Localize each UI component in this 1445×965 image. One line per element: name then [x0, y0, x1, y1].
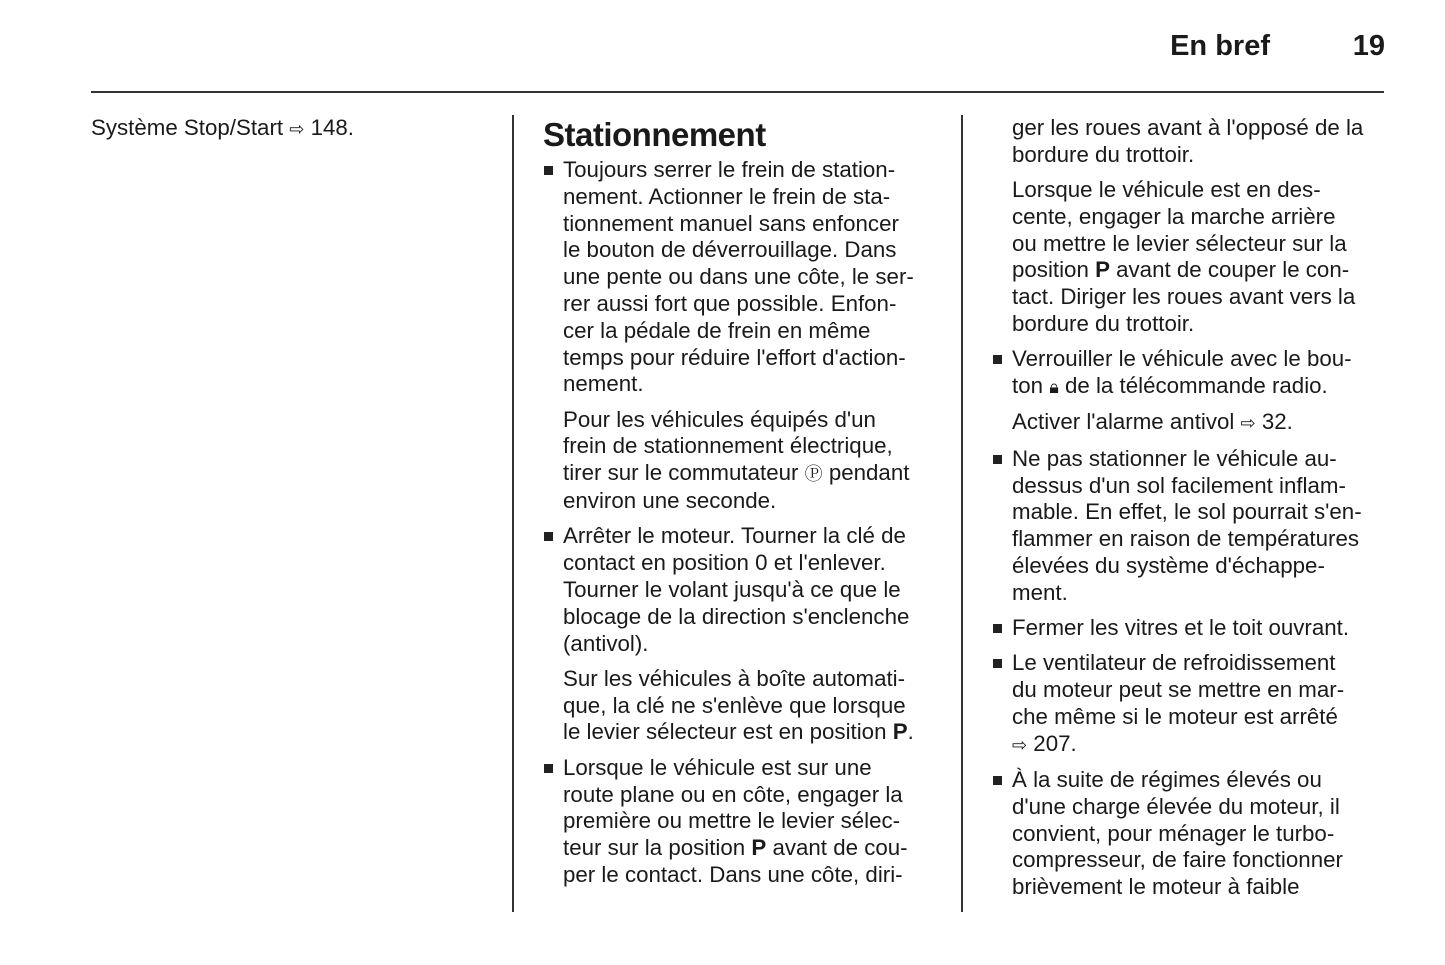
bullet-item: [992, 650, 1392, 758]
text: che même si le moteur est arrêté: [1012, 703, 1338, 729]
text-line: [1012, 204, 1392, 231]
text: environ une seconde.: [563, 488, 777, 514]
text-line: [563, 719, 943, 746]
text-line: [563, 184, 943, 211]
text-line: [563, 835, 943, 862]
text: que, la clé ne s'enlève que lorsque: [563, 692, 906, 718]
text: bordure du trottoir.: [1012, 311, 1195, 337]
text: blocage de la direction s'enclenche: [563, 603, 910, 629]
text: tionnement manuel sans enfoncer: [563, 210, 899, 236]
text: contact en position 0 et l'enlever.: [563, 550, 886, 576]
bullet-icon: [993, 355, 1002, 364]
bullet-item: [992, 767, 1392, 901]
text: route plane ou en côte, engager la: [563, 781, 903, 807]
text: convient, pour ménager le turbo-: [1012, 820, 1335, 846]
column-divider: [512, 115, 514, 912]
text-line: [563, 211, 943, 238]
paragraph: [992, 409, 1392, 437]
text-line: [563, 264, 943, 291]
text: À la suite de régimes élevés ou: [1012, 767, 1322, 793]
bullet-item: [992, 446, 1392, 607]
text: cer la pédale de frein en même: [563, 317, 871, 343]
text: 148.: [304, 115, 354, 140]
text-line: [563, 631, 943, 658]
bullet-item: [992, 346, 1392, 401]
text: Système Stop/Start: [91, 115, 290, 140]
text: pendant: [822, 460, 910, 486]
text: (antivol).: [563, 630, 649, 656]
section-heading: Stationnement: [543, 116, 766, 153]
bullet-item: [543, 523, 943, 657]
paragraph: [992, 115, 1392, 169]
column-3: [992, 115, 1392, 910]
text: Toujours serrer le frein de station-: [563, 157, 896, 182]
bullet-icon: [993, 776, 1002, 785]
text: Le ventilateur de refroidissement: [1012, 650, 1336, 676]
text-line: [1012, 553, 1392, 580]
text: 207.: [1027, 730, 1077, 756]
text-line: [563, 371, 943, 398]
bullet-item: [543, 157, 943, 398]
text: tact. Diriger les roues avant vers la: [1012, 284, 1356, 310]
gear-position: P: [1095, 257, 1110, 283]
section-title: En bref: [1170, 30, 1270, 62]
text: tirer sur le commutateur: [563, 460, 805, 486]
page-number: 19: [1352, 30, 1385, 62]
text: Lorsque le véhicule est en des-: [1012, 177, 1321, 203]
text-line: [563, 862, 943, 889]
text-line: [1012, 257, 1392, 284]
text-line: [563, 808, 943, 835]
text: Tourner le volant jusqu'à ce que le: [563, 576, 901, 602]
text-line: [1012, 650, 1392, 677]
text-line: [563, 433, 943, 460]
text: avant de couper le con-: [1109, 257, 1350, 283]
text: teur sur la position: [563, 835, 752, 861]
text: nement.: [563, 371, 644, 397]
column-divider: [961, 115, 963, 912]
text-line: [1012, 115, 1392, 142]
parking-brake-icon: Ⓟ: [804, 464, 823, 485]
text: Verrouiller le véhicule avec le bou-: [1012, 346, 1352, 372]
text: première ou mettre le levier sélec-: [563, 808, 901, 834]
text: une pente ou dans une côte, le ser-: [563, 264, 914, 290]
text-line: [1012, 821, 1392, 848]
bullet-icon: [544, 166, 553, 175]
column-2: [543, 116, 943, 897]
text: ger les roues avant à l'opposé de la: [1012, 115, 1364, 140]
cross-reference-arrow-icon: ⇨: [1012, 734, 1028, 755]
text-line: [1012, 346, 1392, 373]
text: d'une charge élevée du moteur, il: [1012, 793, 1340, 819]
text: Lorsque le véhicule est sur une: [563, 754, 872, 780]
text-line: [563, 237, 943, 264]
text-line: [1012, 473, 1392, 500]
text: du moteur peut se mettre en mar-: [1012, 677, 1345, 703]
text-line: [563, 407, 943, 434]
text: brièvement le moteur à faible: [1012, 874, 1300, 900]
text: per le contact. Dans une côte, diri-: [563, 861, 903, 887]
bullet-icon: [993, 455, 1002, 464]
text-line: [1012, 794, 1392, 821]
text: le bouton de déverrouillage. Dans: [563, 237, 897, 263]
bullet-icon: [544, 764, 553, 773]
text: rer aussi fort que possible. Enfon-: [563, 290, 897, 316]
text-line: [1012, 847, 1392, 874]
text: cente, engager la marche arrière: [1012, 203, 1336, 229]
bullet-icon: [993, 659, 1002, 668]
text: ou mettre le levier sélecteur sur la: [1012, 230, 1347, 256]
text: ton: [1012, 373, 1050, 399]
text-line: [563, 318, 943, 345]
text-line: [563, 157, 943, 184]
text-line: [1012, 767, 1392, 794]
text: Sur les véhicules à boîte automati-: [563, 665, 906, 691]
text-line: [1012, 177, 1392, 204]
text-line: [563, 693, 943, 720]
text-line: [1012, 446, 1392, 473]
text-line: [1012, 580, 1392, 607]
text-line: [563, 604, 943, 631]
text-line: [1012, 526, 1392, 553]
text-line: [563, 488, 943, 515]
header-divider: [91, 91, 1384, 93]
text-line: [1012, 499, 1392, 526]
bullet-item: [992, 615, 1392, 642]
text: Pour les véhicules équipés d'un: [563, 406, 876, 432]
text: le levier sélecteur est en position: [563, 719, 893, 745]
paragraph: [992, 177, 1392, 338]
bullet-item: [543, 755, 943, 889]
bullet-icon: [993, 624, 1002, 633]
text-line: [1012, 231, 1392, 258]
text-line: [563, 577, 943, 604]
column-1: [91, 115, 354, 151]
paragraph: [91, 115, 354, 143]
text: Fermer les vitres et le toit ouvrant.: [1012, 615, 1350, 641]
text: avant de cou-: [766, 835, 908, 861]
text: Ne pas stationner le véhicule au-: [1012, 445, 1337, 471]
text-line: [1012, 373, 1392, 401]
text: de la télécommande radio.: [1058, 373, 1328, 399]
text: bordure du trottoir.: [1012, 141, 1195, 167]
bullet-icon: [544, 532, 553, 541]
text-line: [563, 782, 943, 809]
text-line: [563, 345, 943, 372]
text-line: [1012, 142, 1392, 169]
text: 32.: [1255, 409, 1293, 435]
text-line: [563, 755, 943, 782]
text: position: [1012, 257, 1096, 283]
text: élevées du système d'échappe-: [1012, 552, 1325, 578]
text-line: [563, 550, 943, 577]
text-line: [563, 523, 943, 550]
text-line: [1012, 615, 1392, 642]
text-line: [1012, 874, 1392, 901]
gear-position: P: [892, 719, 908, 745]
paragraph: [543, 407, 943, 515]
text-line: [91, 115, 354, 143]
text-line: [563, 460, 943, 488]
text: nement. Actionner le frein de sta-: [563, 183, 891, 209]
text: compresseur, de faire fonctionner: [1012, 847, 1343, 873]
text: dessus d'un sol facilement inflam-: [1012, 472, 1346, 498]
cross-reference-arrow-icon: ⇨: [1240, 413, 1256, 434]
text-line: [1012, 704, 1392, 731]
gear-position: P: [751, 835, 767, 861]
text: frein de stationnement électrique,: [563, 433, 893, 459]
text-line: [1012, 311, 1392, 338]
text: mable. En effet, le sol pourrait s'en-: [1012, 499, 1362, 525]
cross-reference-arrow-icon: ⇨: [289, 119, 305, 139]
text: ment.: [1012, 579, 1068, 605]
text-line: [563, 666, 943, 693]
text: Activer l'alarme antivol: [1012, 409, 1241, 435]
text: temps pour réduire l'effort d'action-: [563, 344, 906, 370]
text: .: [907, 719, 914, 745]
text-line: [1012, 677, 1392, 704]
paragraph: [543, 666, 943, 746]
text-line: [563, 291, 943, 318]
text: flammer en raison de températures: [1012, 526, 1359, 552]
text: Arrêter le moteur. Tourner la clé de: [563, 523, 906, 549]
lock-button-icon: 🔒︎: [1049, 377, 1059, 398]
text-line: [1012, 731, 1392, 759]
text-line: [1012, 409, 1392, 437]
text-line: [1012, 284, 1392, 311]
